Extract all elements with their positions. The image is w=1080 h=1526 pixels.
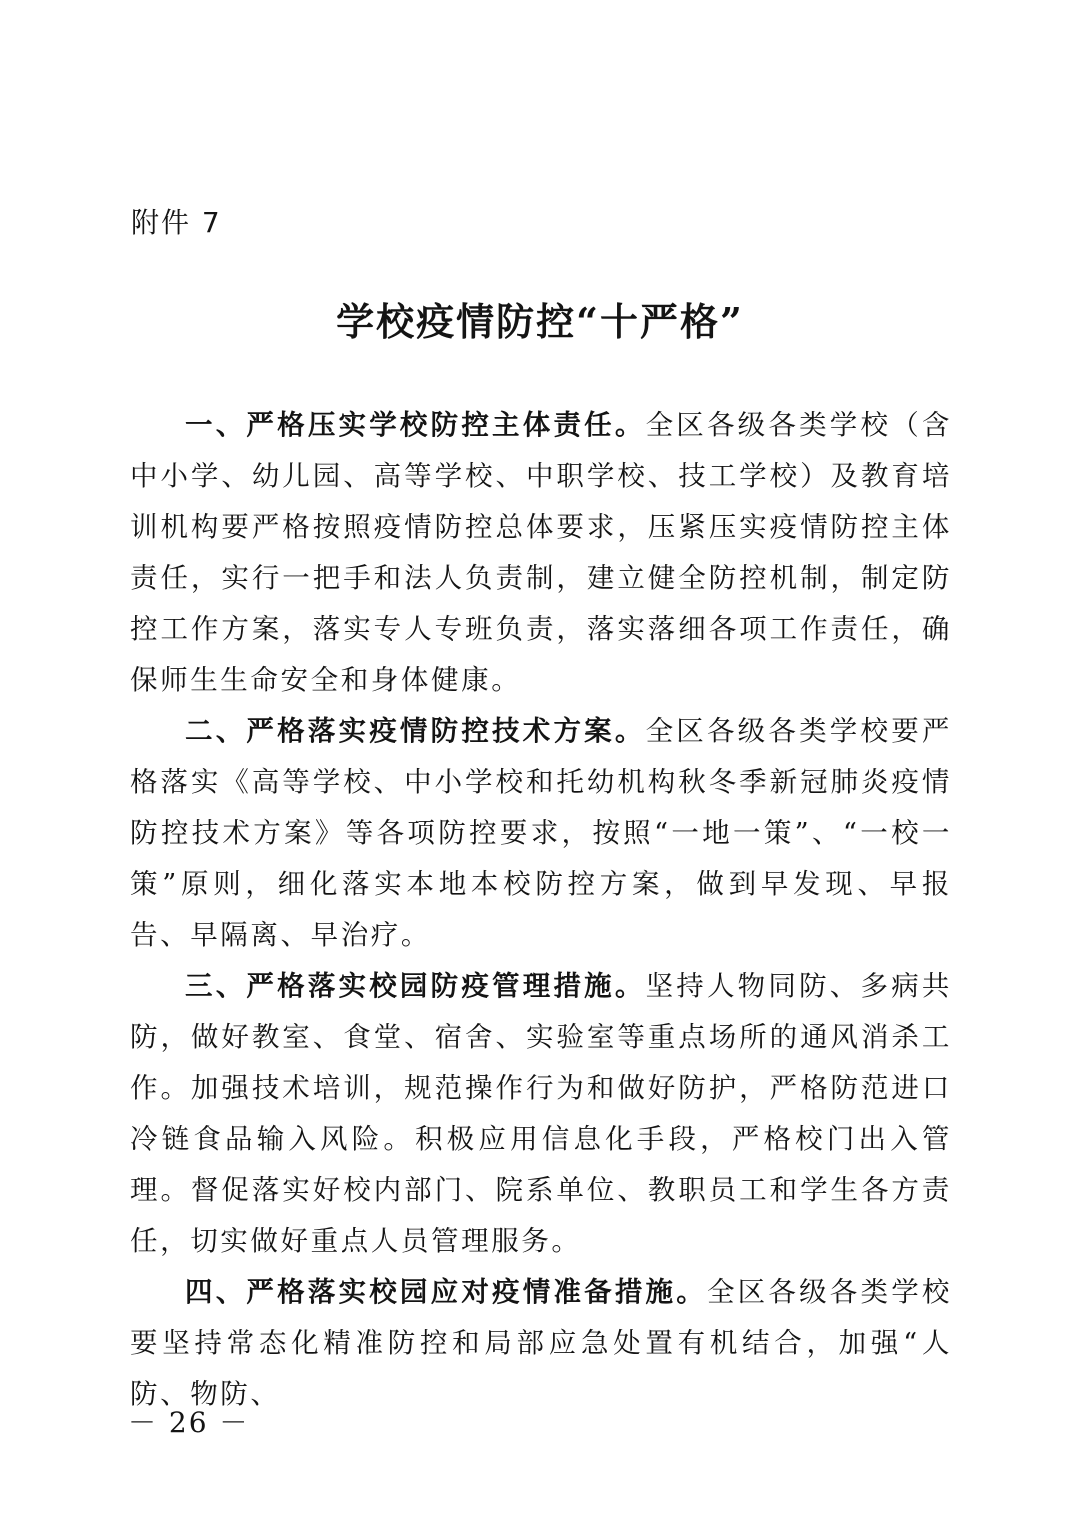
attachment-label: 附件 7 xyxy=(131,206,222,239)
paragraph-4 xyxy=(130,1267,952,1420)
paragraph-text: 全区各级各类学校要严格落实《高等学校、中小学校和托幼机构秋冬季新冠肺炎疫情防控技术方案》等各项防控要求，按照“一地一策”、“一校一策”原则，细化落实本地本校防控方案，做到早发现、早报告、早隔离、早治疗。 xyxy=(130,715,952,951)
paragraph-3 xyxy=(130,961,952,1267)
paragraph-heading: 四、严格落实校园应对疫情准备措施。 xyxy=(185,1276,707,1308)
paragraph-heading: 一、严格压实学校防控主体责任。 xyxy=(185,409,646,441)
paragraph-heading: 三、严格落实校园防疫管理措施。 xyxy=(185,970,646,1002)
page-number: － 26 － xyxy=(128,1406,250,1439)
paragraph-text: 全区各级各类学校要坚持常态化精准防控和局部应急处置有机结合，加强“人防、物防、 xyxy=(130,1276,952,1410)
document-title: 学校疫情防控“十严格” xyxy=(336,299,744,344)
paragraph-text: 全区各级各类学校（含中小学、幼儿园、高等学校、中职学校、技工学校）及教育培训机构要严格按照疫情防控总体要求，压紧压实疫情防控主体责任，实行一把手和法人负责制，建立健全防控机制，制定防控工作方案，落实专人专班负责，落实落细各项工作责任，确保师生生命安全和身体健康。 xyxy=(130,409,952,696)
paragraph-heading: 二、严格落实疫情防控技术方案。 xyxy=(185,715,646,747)
document-body xyxy=(130,400,952,1420)
paragraph-text: 坚持人物同防、多病共防，做好教室、食堂、宿舍、实验室等重点场所的通风消杀工作。加强技术培训，规范操作行为和做好防护，严格防范进口冷链食品输入风险。积极应用信息化手段，严格校门出入管理。督促落实好校内部门、院系单位、教职员工和学生各方责任，切实做好重点人员管理服务。 xyxy=(130,970,952,1257)
paragraph-2 xyxy=(130,706,952,961)
paragraph-1 xyxy=(130,400,952,706)
